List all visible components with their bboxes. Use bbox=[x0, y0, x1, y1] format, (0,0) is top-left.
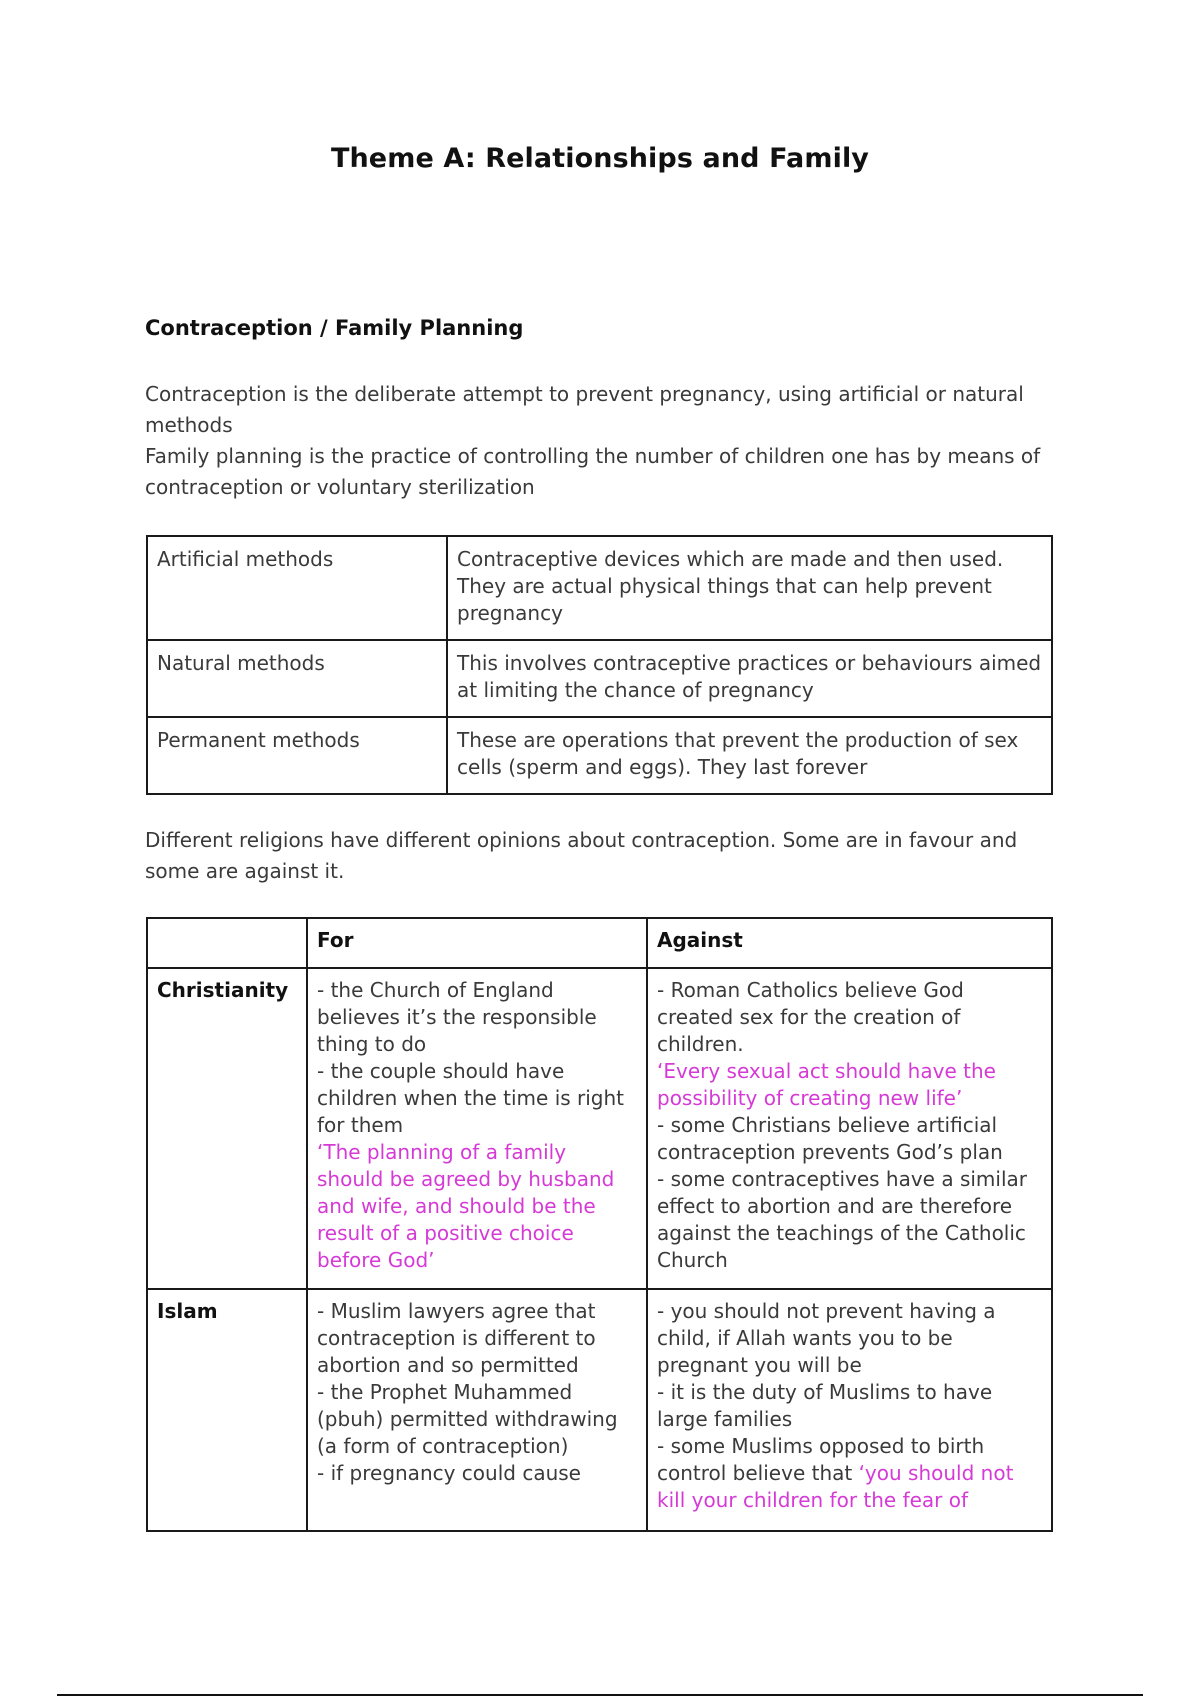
against-cell bbox=[647, 968, 1052, 1289]
table-row bbox=[147, 640, 1052, 717]
against-point: - Roman Catholics believe God created sex for the creation of children. bbox=[657, 978, 964, 1056]
against-point-text: - some Muslims opposed to birth control believe that bbox=[657, 1434, 985, 1485]
religion-name: Islam bbox=[147, 1289, 307, 1531]
method-term: Permanent methods bbox=[147, 717, 447, 794]
against-quote: ‘Every sexual act should have the possibility of creating new life’ bbox=[657, 1059, 996, 1110]
method-description: This involves contraceptive practices or behaviours aimed at limiting the chance of pregnancy bbox=[447, 640, 1052, 717]
methods-table bbox=[146, 535, 1053, 795]
table-header-row bbox=[147, 918, 1052, 968]
method-term: Artificial methods bbox=[147, 536, 447, 640]
contraception-definition: Contraception is the deliberate attempt to prevent pregnancy, using artificial or natural methods bbox=[145, 382, 1024, 437]
for-point: - the Church of England believes it’s the responsible thing to do bbox=[317, 978, 597, 1056]
header-for: For bbox=[307, 918, 647, 968]
for-cell bbox=[307, 968, 647, 1289]
against-point: - some Christians believe artificial contraception prevents God’s plan bbox=[657, 1113, 1003, 1164]
table-row bbox=[147, 968, 1052, 1289]
page-title: Theme A: Relationships and Family bbox=[330, 143, 870, 174]
for-cell bbox=[307, 1289, 647, 1531]
for-point: - the couple should have children when the time is right for them bbox=[317, 1059, 625, 1137]
method-description: Contraceptive devices which are made and then used. They are actual physical things that can help prevent pregnancy bbox=[447, 536, 1052, 640]
page-bottom-rule bbox=[57, 1694, 1143, 1696]
religion-name: Christianity bbox=[147, 968, 307, 1289]
header-religion bbox=[147, 918, 307, 968]
against-quote: ‘you should not kill your children for the fear of bbox=[657, 1461, 1014, 1512]
against-cell bbox=[647, 1289, 1052, 1531]
method-description: These are operations that prevent the production of sex cells (sperm and eggs). They last forever bbox=[447, 717, 1052, 794]
against-point: - it is the duty of Muslims to have large families bbox=[657, 1380, 993, 1431]
for-point: - if pregnancy could cause bbox=[317, 1461, 581, 1485]
for-point: - Muslim lawyers agree that contraception is different to abortion and so permitted bbox=[317, 1299, 596, 1377]
table-row bbox=[147, 536, 1052, 640]
header-against: Against bbox=[647, 918, 1052, 968]
for-quote: ‘The planning of a family should be agreed by husband and wife, and should be the result of a positive choice before God’ bbox=[317, 1140, 615, 1272]
section-heading: Contraception / Family Planning bbox=[145, 316, 524, 340]
religions-intro bbox=[145, 825, 1045, 887]
against-point: - you should not prevent having a child, if Allah wants you to be pregnant you will be bbox=[657, 1299, 996, 1377]
for-point: - the Prophet Muhammed (pbuh) permitted withdrawing (a form of contraception) bbox=[317, 1380, 618, 1458]
family-planning-definition: Family planning is the practice of controlling the number of children one has by means of contraception or voluntary sterilization bbox=[145, 444, 1041, 499]
table-row bbox=[147, 717, 1052, 794]
religions-intro-text: Different religions have different opinions about contraception. Some are in favour and some are against it. bbox=[145, 828, 1018, 883]
against-point: - some contraceptives have a similar effect to abortion and are therefore against the teachings of the Catholic Church bbox=[657, 1167, 1028, 1272]
intro-definitions bbox=[145, 379, 1045, 503]
table-row bbox=[147, 1289, 1052, 1531]
method-term: Natural methods bbox=[147, 640, 447, 717]
religious-views-table bbox=[146, 917, 1053, 1532]
against-point bbox=[657, 1433, 1042, 1514]
